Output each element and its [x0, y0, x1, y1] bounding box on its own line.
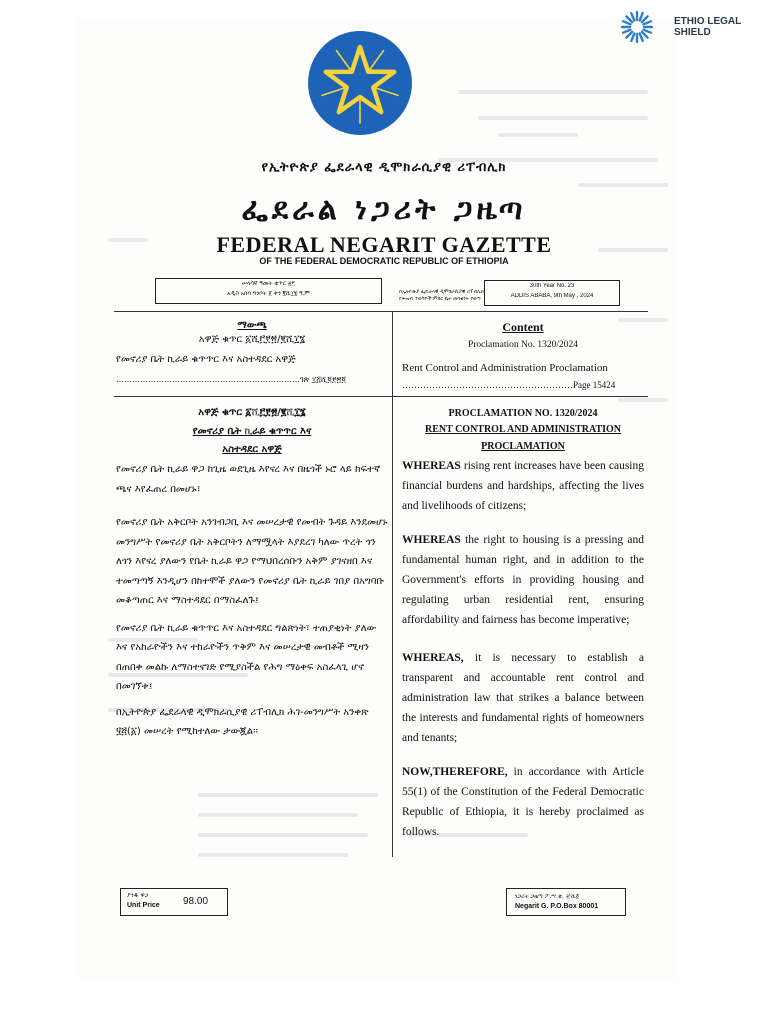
contents-heading-amharic: ማውጫ [237, 320, 267, 331]
gazette-title-amharic: ፌደራል ነጋሪት ጋዜጣ [241, 192, 527, 227]
body-title-line2: PROCLAMATION [481, 441, 565, 452]
preamble-p1 [402, 456, 644, 516]
issue-info [484, 280, 620, 306]
unit-price-value: 98.00 [183, 896, 209, 907]
brand-mark-ray [644, 30, 651, 33]
issuing-authority-line1: በኢትዮጵያ ፌዴራላዊ ዲሞክራሲያዊ ሪፐብሊክ [399, 289, 484, 295]
brand-mark-ray [640, 13, 643, 20]
contents-procl: Proclamation No. 1320/2024 [467, 340, 579, 350]
column-divider [392, 311, 393, 857]
issue-year: 30th Year No. 23 [529, 283, 575, 289]
issue-info-amharic [155, 278, 382, 304]
unit-price-label-amharic: ያንዱ ዋጋ [127, 892, 149, 899]
po-box-amharic: ነጋሪት ጋዜጣ ፖ.ሣ.ቁ. ፹ሺ፩ [515, 893, 580, 900]
gazette-title: FEDERAL NEGARIT GAZETTE [216, 232, 552, 257]
contents-heading: Content [502, 320, 544, 334]
brand-mark-ray [623, 21, 630, 24]
contents-procl-amharic: አዋጅ ቁጥር ፩ሺ፫፻፳/፪ሺ፲፮ [198, 334, 306, 345]
preamble-amharic-p1: የመኖሪያ ቤት ኪራይ ዋጋ ከጊዜ ወደጊዜ እየናረ እና በዜጎች ኑሮ ላይ ከፍተኛ ጫና እየፈጠረ በመሆኑ፣ [116, 464, 381, 495]
body-procl-amharic: አዋጅ ቁጥር ፩ሺ፫፻፳/፪ሺ፲፮ [198, 407, 306, 418]
preamble-p2-lead: WHEREAS [402, 534, 461, 546]
preamble-p1-text: rising rent increases have been causing financial burdens and hardships, affecting the lives and livelihoods of citizens; [402, 460, 644, 512]
preamble-amharic [116, 460, 388, 742]
body-title-amharic-line2: አስተዳደር አዋጅ [222, 444, 282, 455]
preamble [402, 456, 644, 842]
issuing-authority-line2: የሕዝብ ተወካዮች ምክር ቤት ጠባቂነት የወጣ [399, 296, 481, 302]
brand-mark-ray [631, 13, 634, 20]
header-divider [114, 311, 648, 312]
contents-name-amharic: የመኖሪያ ቤት ኪራይ ቁጥጥር እና አስተዳደር አዋጅ [116, 354, 296, 365]
preamble-amharic-p3: የመኖሪያ ቤት ኪራይ ቁጥጥር እና አስተዳደር ግልጽነት፣ ተጠያቂነት ያለው እና የአከራዮችን እና ተከራዮችን ጥቅም እና መሠረታዊ መብቶች ሚዛን በጠበቀ መልኩ ለማስተናገድ የሚያስችል የሕግ ማዕቀፍ አስፈላጊ ሆኖ በመገኘቱ፤ [116, 622, 377, 692]
brand-mark-ray [640, 34, 643, 41]
brand-mark-icon [620, 10, 654, 44]
preamble-p2-text: the right to housing is a pressing and fundamental human right, and in addition to the Government's efforts in providing housing and regulating urban residential rent, ensuring affordability and fairness has become imperative; [402, 534, 644, 626]
preamble-p3 [402, 648, 644, 748]
ethiopia-emblem-icon [307, 30, 413, 136]
body-title-line1: RENT CONTROL AND ADMINISTRATION [424, 424, 622, 435]
issue-date-amharic: አዲስ አበባ ግንቦት ፩ ቀን ፪ሺ፲፮ ዓ.ም [227, 291, 310, 297]
contents-name: Rent Control and Administration Proclamation [402, 362, 608, 374]
gazette-subtitle: OF THE FEDERAL DEMOCRATIC REPUBLIC OF ETHIOPIA [259, 256, 509, 266]
issue-year-amharic: ሠላሳኛ ዓመት ቁጥር ፳፫ [242, 281, 295, 287]
preamble-p2 [402, 530, 644, 630]
contents-page: …………………………………………………Page 15424 [402, 380, 616, 390]
preamble-p4-text: in accordance with Article 55(1) of the Constitution of the Federal Democratic Republic of Ethiopia, it is hereby proclaimed as follows. [402, 766, 644, 838]
po-box [506, 888, 626, 916]
preamble-p4-lead: NOW,THEREFORE, [402, 766, 508, 778]
brand-mark-ray [644, 21, 651, 24]
preamble-p1-lead: WHEREAS [402, 460, 461, 472]
body-title-amharic-line1: የመኖሪያ ቤት ኪራይ ቁጥጥር እና [192, 426, 312, 437]
brand-mark-ray [623, 30, 630, 33]
brand-mark-ray [626, 32, 632, 38]
contents-divider [114, 396, 648, 397]
body-procl-heading: PROCLAMATION NO. 1320/2024 [448, 408, 598, 419]
brand-mark-ray [631, 34, 634, 41]
preamble-p3-text: it is necessary to establish a transparent and accountable rent control and administration law that strikes a balance between the interests and fundamental rights of homeowners and tenants; [402, 652, 644, 744]
preamble-p3-lead: WHEREAS, [402, 652, 464, 664]
unit-price-label: Unit Price [127, 902, 160, 909]
issuing-authority [399, 289, 484, 303]
preamble-p4 [402, 762, 644, 842]
contents-entry [402, 360, 646, 394]
brand-logo [620, 10, 760, 42]
issue-date: ADDIS ABABA, 9th May , 2024 [510, 293, 594, 299]
brand-mark-ray [642, 32, 648, 38]
preamble-amharic-p4: በኢትዮጵያ ፌደራላዊ ዲሞክራሲያዊ ሪፐብሊክ ሕገ-መንግሥት አንቀጽ ፶፭(፩) መሠረት የሚከተለው ታውጇል፡፡ [116, 706, 369, 737]
preamble-amharic-p2: የመኖሪያ ቤት አቅርቦት አንገብጋቢ እና መሠረታዊ የመብት ጉዳይ እንደመሆኑ መንግሥት የመኖሪያ ቤት አቅርቦትን ለማሟላት እያደረገ ካለው ጥረት ጎን ለጎን እየናረ ያለውን የቤት ኪራይ ዋጋ የማህበረሰቡን አቅም ያገናዘበ እና ተመጣጣኝ እንዲሆን በከተሞች ያለውን የመኖሪያ ቤት ኪራይ ገበያ በአግባቡ መቆጣጠር እና ማስተዳደር በማስፈለጉ፤ [116, 517, 388, 606]
unit-price-box [120, 888, 228, 916]
republic-name-amharic: የኢትዮጵያ ፌደራላዊ ዲሞክራሲያዊ ሪፐብሊክ [261, 160, 507, 175]
po-box-address: Negarit G. P.O.Box 80001 [515, 903, 599, 910]
contents-page-amharic: ……………………………………………………………ገጽ ፲፭ሺ፬፻፳፬ [116, 375, 346, 384]
brand-name [674, 16, 741, 38]
brand-name-line1: ETHIO LEGAL [674, 16, 742, 27]
brand-name-line2: SHIELD [674, 27, 711, 38]
brand-mark-ray [642, 16, 648, 22]
brand-mark-ray [626, 16, 632, 22]
